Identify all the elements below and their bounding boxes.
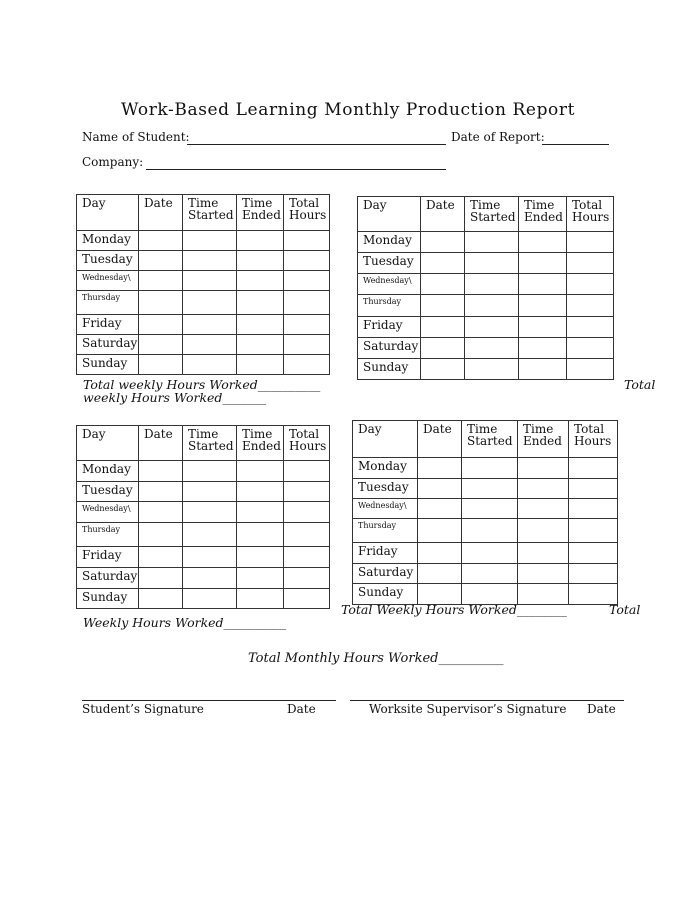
entry-cell[interactable] [237, 355, 284, 375]
entry-cell[interactable] [284, 335, 330, 355]
day-cell: Sunday [358, 359, 421, 380]
column-header: Time Ended [237, 426, 284, 461]
column-header: Date [418, 421, 462, 458]
entry-cell[interactable] [418, 519, 462, 543]
column-header: Date [139, 195, 183, 231]
entry-cell[interactable] [139, 502, 183, 523]
entry-cell[interactable] [567, 317, 614, 338]
student-signature-line[interactable] [82, 700, 336, 701]
entry-cell[interactable] [421, 253, 465, 274]
entry-cell[interactable] [237, 502, 284, 523]
entry-cell[interactable] [237, 589, 284, 609]
entry-cell[interactable] [421, 232, 465, 253]
entry-cell[interactable] [519, 274, 567, 295]
entry-cell[interactable] [569, 564, 618, 584]
table-row [353, 479, 618, 499]
entry-cell[interactable] [284, 568, 330, 589]
entry-cell[interactable] [462, 519, 518, 543]
entry-cell[interactable] [183, 315, 237, 335]
student-date-label: Date [287, 702, 316, 716]
entry-cell[interactable] [139, 231, 183, 251]
entry-cell[interactable] [518, 499, 569, 519]
entry-cell[interactable] [567, 295, 614, 317]
entry-cell[interactable] [421, 274, 465, 295]
student-signature-label: Student’s Signature [82, 702, 204, 716]
entry-cell[interactable] [465, 232, 519, 253]
table-row [353, 564, 618, 584]
table-row [77, 335, 330, 355]
entry-cell[interactable] [284, 523, 330, 547]
entry-cell[interactable] [421, 295, 465, 317]
week-table-1 [76, 194, 330, 375]
entry-cell[interactable] [139, 355, 183, 375]
week2-total-word: Total [624, 377, 656, 392]
entry-cell[interactable] [183, 502, 237, 523]
entry-cell[interactable] [418, 458, 462, 479]
column-header: Time Ended [237, 195, 284, 231]
entry-cell[interactable] [284, 502, 330, 523]
entry-cell[interactable] [139, 271, 183, 291]
day-cell: Saturday [77, 335, 139, 355]
entry-cell[interactable] [183, 251, 237, 271]
entry-cell[interactable] [183, 231, 237, 251]
week-table-body [353, 421, 618, 605]
day-cell: Tuesday [77, 482, 139, 502]
day-cell: Thursday [77, 523, 139, 547]
table-header-row [353, 421, 618, 458]
column-header: Time Started [465, 197, 519, 232]
table-row [77, 523, 330, 547]
week-table-body [77, 195, 330, 375]
entry-cell[interactable] [284, 461, 330, 482]
entry-cell[interactable] [237, 461, 284, 482]
column-header: Day [353, 421, 418, 458]
entry-cell[interactable] [139, 461, 183, 482]
entry-cell[interactable] [519, 317, 567, 338]
table-row [77, 547, 330, 568]
entry-cell[interactable] [465, 359, 519, 380]
entry-cell[interactable] [519, 232, 567, 253]
entry-cell[interactable] [462, 543, 518, 564]
entry-cell[interactable] [139, 589, 183, 609]
entry-cell[interactable] [237, 568, 284, 589]
day-cell: Monday [77, 461, 139, 482]
entry-cell[interactable] [237, 291, 284, 315]
entry-cell[interactable] [569, 543, 618, 564]
table-row [358, 359, 614, 380]
table-row [353, 543, 618, 564]
week3-total-line: Weekly Hours Worked__________ [83, 615, 287, 630]
entry-cell[interactable] [518, 479, 569, 499]
column-header: Total Hours [567, 197, 614, 232]
entry-cell[interactable] [418, 543, 462, 564]
table-row [77, 589, 330, 609]
entry-cell[interactable] [183, 568, 237, 589]
entry-cell[interactable] [183, 335, 237, 355]
entry-cell[interactable] [284, 547, 330, 568]
column-header: Date [139, 426, 183, 461]
entry-cell[interactable] [139, 547, 183, 568]
table-row [358, 295, 614, 317]
student-name-label: Name of Student: [82, 130, 190, 144]
column-header: Total Hours [569, 421, 618, 458]
entry-cell[interactable] [284, 231, 330, 251]
day-cell: Friday [77, 315, 139, 335]
table-row [77, 251, 330, 271]
entry-cell[interactable] [569, 458, 618, 479]
day-cell: Sunday [77, 589, 139, 609]
entry-cell[interactable] [183, 355, 237, 375]
table-row [77, 291, 330, 315]
entry-cell[interactable] [284, 482, 330, 502]
table-row [358, 317, 614, 338]
week3-total-word: Total [609, 602, 641, 617]
page-title: Work-Based Learning Monthly Production Report [120, 100, 576, 120]
day-cell: Wednesday\ [77, 502, 139, 523]
table-row [358, 274, 614, 295]
column-header: Day [77, 426, 139, 461]
entry-cell[interactable] [567, 338, 614, 359]
day-cell: Sunday [77, 355, 139, 375]
table-header-row [77, 195, 330, 231]
entry-cell[interactable] [518, 458, 569, 479]
column-header: Time Started [462, 421, 518, 458]
entry-cell[interactable] [462, 564, 518, 584]
table-row [353, 499, 618, 519]
entry-cell[interactable] [284, 291, 330, 315]
entry-cell[interactable] [139, 523, 183, 547]
entry-cell[interactable] [518, 564, 569, 584]
day-cell: Monday [77, 231, 139, 251]
entry-cell[interactable] [237, 523, 284, 547]
day-cell: Thursday [353, 519, 418, 543]
table-row [77, 355, 330, 375]
entry-cell[interactable] [418, 564, 462, 584]
day-cell: Wednesday\ [353, 499, 418, 519]
entry-cell[interactable] [284, 271, 330, 291]
week-table-3 [76, 425, 330, 609]
table-row [77, 271, 330, 291]
table-row [77, 482, 330, 502]
entry-cell[interactable] [518, 543, 569, 564]
entry-cell[interactable] [139, 291, 183, 315]
entry-cell[interactable] [465, 274, 519, 295]
entry-cell[interactable] [139, 335, 183, 355]
entry-cell[interactable] [139, 251, 183, 271]
entry-cell[interactable] [519, 359, 567, 380]
entry-cell[interactable] [465, 295, 519, 317]
monthly-total-line: Total Monthly Hours Worked__________ [248, 651, 504, 666]
table-row [77, 461, 330, 482]
entry-cell[interactable] [183, 523, 237, 547]
week-table-2 [357, 196, 614, 380]
table-row [77, 231, 330, 251]
entry-cell[interactable] [139, 482, 183, 502]
entry-cell[interactable] [465, 317, 519, 338]
table-header-row [77, 426, 330, 461]
entry-cell[interactable] [462, 479, 518, 499]
report-date-field[interactable] [542, 130, 609, 145]
table-header-row [358, 197, 614, 232]
entry-cell[interactable] [237, 271, 284, 291]
entry-cell[interactable] [569, 499, 618, 519]
entry-cell[interactable] [465, 253, 519, 274]
table-row [353, 458, 618, 479]
company-label: Company: [82, 155, 144, 169]
day-cell: Thursday [77, 291, 139, 315]
entry-cell[interactable] [462, 499, 518, 519]
day-cell: Tuesday [353, 479, 418, 499]
day-cell: Tuesday [358, 253, 421, 274]
report-date-label: Date of Report: [451, 130, 545, 144]
entry-cell[interactable] [519, 253, 567, 274]
entry-cell[interactable] [284, 355, 330, 375]
entry-cell[interactable] [569, 519, 618, 543]
week-table-4 [352, 420, 618, 605]
entry-cell[interactable] [237, 482, 284, 502]
column-header: Time Ended [518, 421, 569, 458]
entry-cell[interactable] [567, 274, 614, 295]
day-cell: Thursday [358, 295, 421, 317]
entry-cell[interactable] [519, 295, 567, 317]
entry-cell[interactable] [418, 479, 462, 499]
entry-cell[interactable] [569, 479, 618, 499]
column-header: Total Hours [284, 195, 330, 231]
entry-cell[interactable] [567, 359, 614, 380]
table-row [77, 568, 330, 589]
entry-cell[interactable] [421, 317, 465, 338]
day-cell: Wednesday\ [358, 274, 421, 295]
table-row [77, 502, 330, 523]
entry-cell[interactable] [237, 547, 284, 568]
entry-cell[interactable] [183, 589, 237, 609]
table-row [353, 519, 618, 543]
company-field[interactable] [146, 155, 446, 170]
day-cell: Friday [77, 547, 139, 568]
supervisor-signature-line[interactable] [350, 700, 624, 701]
entry-cell[interactable] [418, 499, 462, 519]
entry-cell[interactable] [237, 231, 284, 251]
entry-cell[interactable] [237, 251, 284, 271]
column-header: Day [358, 197, 421, 232]
entry-cell[interactable] [237, 335, 284, 355]
column-header: Day [77, 195, 139, 231]
column-header: Total Hours [284, 426, 330, 461]
entry-cell[interactable] [139, 568, 183, 589]
entry-cell[interactable] [183, 547, 237, 568]
week-table-body [77, 426, 330, 609]
day-cell: Wednesday\ [77, 271, 139, 291]
week1-total-line: Total weekly Hours Worked__________ [83, 377, 321, 392]
supervisor-date-label: Date [587, 702, 616, 716]
entry-cell[interactable] [183, 482, 237, 502]
entry-cell[interactable] [183, 461, 237, 482]
column-header: Time Started [183, 195, 237, 231]
day-cell: Saturday [77, 568, 139, 589]
entry-cell[interactable] [421, 359, 465, 380]
column-header: Time Started [183, 426, 237, 461]
day-cell: Monday [353, 458, 418, 479]
entry-cell[interactable] [183, 291, 237, 315]
entry-cell[interactable] [462, 458, 518, 479]
day-cell: Saturday [358, 338, 421, 359]
table-row [358, 232, 614, 253]
student-name-field[interactable] [187, 130, 446, 145]
entry-cell[interactable] [519, 338, 567, 359]
day-cell: Saturday [353, 564, 418, 584]
day-cell: Tuesday [77, 251, 139, 271]
entry-cell[interactable] [284, 589, 330, 609]
week4-total-line: Total Weekly Hours Worked________ [341, 602, 567, 617]
entry-cell[interactable] [465, 338, 519, 359]
entry-cell[interactable] [183, 271, 237, 291]
table-row [358, 253, 614, 274]
entry-cell[interactable] [421, 338, 465, 359]
entry-cell[interactable] [237, 315, 284, 335]
column-header: Date [421, 197, 465, 232]
entry-cell[interactable] [567, 232, 614, 253]
entry-cell[interactable] [139, 315, 183, 335]
day-cell: Friday [358, 317, 421, 338]
entry-cell[interactable] [284, 315, 330, 335]
week2-total-line: weekly Hours Worked_______ [83, 390, 267, 405]
entry-cell[interactable] [284, 251, 330, 271]
column-header: Time Ended [519, 197, 567, 232]
day-cell: Friday [353, 543, 418, 564]
week-table-body [358, 197, 614, 380]
table-row [358, 338, 614, 359]
day-cell: Monday [358, 232, 421, 253]
day-cell: Sunday [353, 584, 418, 605]
entry-cell[interactable] [518, 519, 569, 543]
supervisor-signature-label: Worksite Supervisor’s Signature [369, 702, 567, 716]
table-row [77, 315, 330, 335]
entry-cell[interactable] [567, 253, 614, 274]
